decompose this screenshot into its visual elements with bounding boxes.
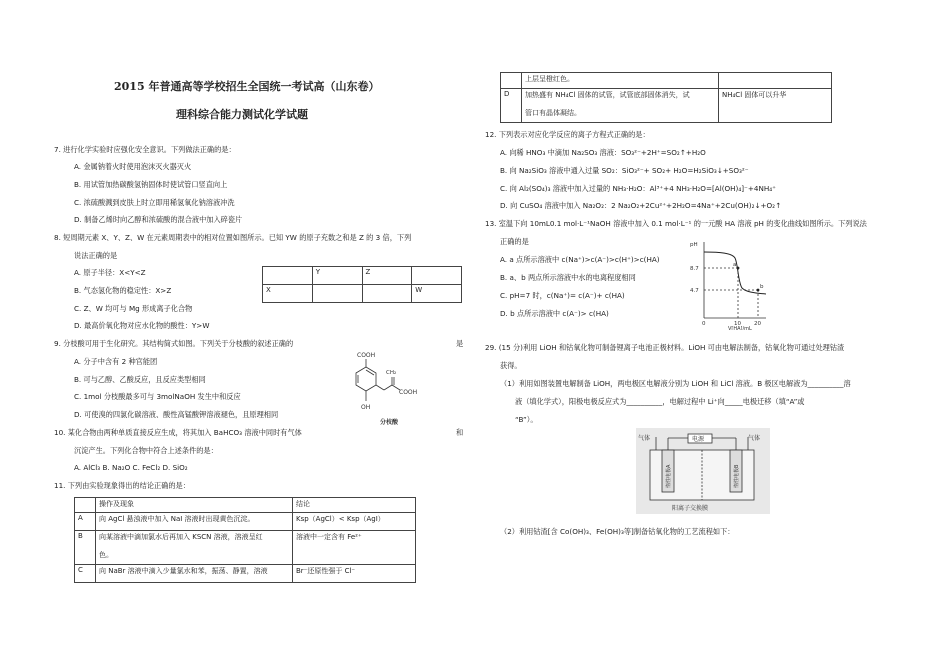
q11-stem: 11. 下列由实验现象得出的结论正确的是： (54, 481, 190, 490)
struct-oh: OH (361, 404, 371, 411)
fig-electrode-a-label: 惰性电极A (666, 464, 672, 488)
q11-row-operation-line2: 管口有晶体凝结。 (525, 109, 581, 117)
q11-row-operation: 上层呈橙红色。 (522, 73, 719, 89)
q9-option-d: D. 可使溴的四氯化碳溶液、酸性高锰酸钾溶液褪色，且原理相同 (74, 410, 279, 419)
cell-z: Z (362, 267, 412, 285)
struct-cooh-side: COOH (399, 389, 418, 396)
q7-option-a: A. 金属钠着火时使用泡沫灭火器灭火 (74, 162, 192, 171)
electrolysis-apparatus-figure (636, 428, 770, 514)
q11-table-continued (500, 72, 832, 123)
q12-option-a: A. 向稀 HNO₃ 中滴加 Na₂SO₃ 溶液：SO₃²⁻+2H⁺=SO₂↑+H₂O (500, 148, 706, 157)
q8-stem: 8. 短周期元素 X、Y、Z、W 在元素周期表中的相对位置如图所示。已知 YW 的原子充数之和是 Z 的 3 倍，下列 (54, 233, 412, 242)
q11-row-key: C (75, 565, 96, 583)
fig-caption: 阳离子交换膜 (672, 505, 709, 512)
q10-stem-2: 沉淀产生。下列化合物中符合上述条件的是： (74, 446, 218, 455)
q11-header-operation: 操作及现象 (96, 498, 293, 513)
q29-part2: （2）利用钴渣[含 Co(OH)₃、Fe(OH)₃等]制备钴氧化物的工艺流程如下： (500, 527, 735, 536)
q7-option-b: B. 用试管加热碳酸氢钠固体时使试管口竖直向上 (74, 180, 228, 189)
cell-x: X (263, 285, 313, 303)
exam-title: 2015 年普通高等学校招生全国统一考试高（山东卷） (114, 80, 380, 93)
q11-row-operation (96, 531, 293, 565)
q7-option-d: D. 制备乙烯时向乙醇和浓硫酸的混合液中加入碎瓷片 (74, 215, 243, 224)
exam-subtitle: 理科综合能力测试化学试题 (176, 108, 308, 121)
fig-power-label: 电源 (692, 436, 705, 443)
struct-ch2: CH₂ (386, 370, 397, 376)
q29-part1-line3: “B”）。 (515, 415, 538, 424)
q10-stem: 10. 某化合物由两种单质直接反应生成，将其加入 BaHCO₃ 溶液中同时有气体 (54, 428, 302, 437)
q9-stem: 9. 分枝酸可用于生化研究。其结构简式如图。下列关于分枝酸的叙述正确的 (54, 339, 294, 348)
q11-row-key: D (501, 89, 522, 123)
chart-tick-10: 10 (734, 321, 741, 327)
cell-y: Y (312, 267, 362, 285)
chart-tick-8-7: 8.7 (690, 266, 699, 272)
q8-option-c: C. Z、W 均可与 Mg 形成离子化合物 (74, 304, 193, 313)
q13-stem-2: 正确的是 (500, 237, 529, 246)
chorismic-acid-structure (346, 348, 426, 428)
q8-option-a: A. 原子半径：X<Y<Z (74, 268, 146, 277)
q11-header-conclusion: 结论 (293, 498, 416, 513)
q11-row-conclusion: NH₄Cl 固体可以升华 (719, 89, 832, 123)
struct-label: 分枝酸 (380, 419, 399, 426)
q9-option-a: A. 分子中含有 2 种官能团 (74, 357, 158, 366)
q12-stem: 12. 下列表示对应化学反应的离子方程式正确的是： (485, 130, 650, 139)
q12-option-c: C. 向 Al₂(SO₄)₃ 溶液中加入过量的 NH₃·H₂O：Al³⁺+4 NH₃·H₂O=[Al(OH)₄]⁻+4NH₄⁺ (500, 184, 776, 193)
q13-option-a: A. a 点所示溶液中 c(Na⁺)>c(A⁻)>c(H⁺)>c(HA) (500, 255, 660, 264)
ph-curve-chart (686, 238, 772, 330)
fig-gas-left: 气体 (638, 435, 651, 442)
chart-tick-4-7: 4.7 (690, 288, 699, 294)
q7-option-c: C. 浓硫酸溅到皮肤上时立即用稀氢氧化钠溶液冲洗 (74, 198, 235, 207)
q11-row-conclusion: 溶液中一定含有 Fe²⁺ (293, 531, 416, 565)
q11-row-key (501, 73, 522, 89)
q11-row-operation: 向 AgCl 悬浊液中加入 NaI 溶液时出现黄色沉淀。 (96, 513, 293, 531)
q9-option-c: C. 1mol 分枝酸最多可与 3molNaOH 发生中和反应 (74, 392, 241, 401)
chart-tick-0: 0 (702, 321, 706, 327)
chart-ylabel: pH (690, 242, 698, 248)
q29-part1: （1）利用如图装置电解制备 LiOH，两电极区电解液分别为 LiOH 和 LiCl 溶液。B 极区电解液为__________溶 (500, 379, 851, 388)
q11-row-operation: 向 NaBr 溶液中滴入少量氯水和苯，振荡、静置，溶液 (96, 565, 293, 583)
q10-stem-end: 和 (456, 428, 464, 437)
q29-part1-line2: 液（填化学式），阳极电极反应式为__________，电解过程中 Li⁺向_____电极迁移（填“A”或 (515, 397, 805, 406)
q11-row-key: A (75, 513, 96, 531)
ph-curve (704, 252, 766, 294)
q11-row-key: B (75, 531, 96, 565)
chart-label-a: a (733, 262, 737, 268)
chart-label-b: b (760, 284, 764, 290)
q9-stem-end: 是 (456, 339, 464, 348)
q11-row-operation-line2: 色。 (99, 551, 113, 559)
q13-option-d: D. b 点所示溶液中 c(A⁻)> c(HA) (500, 309, 609, 318)
fig-gas-right: 气体 (748, 435, 761, 442)
q13-stem: 13. 室温下向 10mL0.1 mol·L⁻¹NaOH 溶液中加入 0.1 mol·L⁻¹ 的一元酸 HA 溶液 pH 的变化曲线如图所示。下列说法 (485, 219, 867, 228)
q12-option-d: D. 向 CuSO₄ 溶液中加入 Na₂O₂：2 Na₂O₂+2Cu²⁺+2H₂O=4Na⁺+2Cu(OH)₂↓+O₂↑ (500, 201, 782, 210)
q11-row-conclusion: Br⁻还原性强于 Cl⁻ (293, 565, 416, 583)
q11-row-conclusion: Ksp（AgCl）< Ksp（AgI） (293, 513, 416, 531)
q9-option-b: B. 可与乙醇、乙酸反应，且反应类型相同 (74, 375, 206, 384)
q12-option-b: B. 向 Na₂SiO₃ 溶液中通入过量 SO₂：SiO₃²⁻+ SO₂+ H₂O=H₂SiO₃↓+SO₃²⁻ (500, 166, 749, 175)
fig-electrode-b-label: 惰性电极B (734, 464, 740, 488)
q8-option-b: B. 气态氢化物的稳定性：X>Z (74, 286, 172, 295)
q13-option-b: B. a、b 两点所示溶液中水的电离程度相同 (500, 273, 636, 282)
chart-point-b (757, 289, 760, 292)
q13-option-c: C. pH=7 时，c(Na⁺)= c(A⁻)+ c(HA) (500, 291, 625, 300)
q11-row-operation-line1: 向某溶液中滴加氯水后再加入 KSCN 溶液，溶液呈红 (99, 533, 263, 541)
q11-row-operation (522, 89, 719, 123)
periodic-table-fragment (262, 266, 462, 303)
q11-table (74, 497, 416, 583)
q7-stem: 7. 进行化学实验时应强化安全意识。下列做法正确的是： (54, 145, 236, 154)
q8-option-d: D. 最高价氧化物对应水化物的酸性：Y>W (74, 321, 210, 330)
chart-xlabel: V[HA]/mL (728, 326, 752, 330)
chart-tick-20: 20 (754, 321, 761, 327)
q29-stem: 29. (15 分)利用 LiOH 和钴氧化物可制备锂离子电池正极材料。LiOH 可由电解法制备，钴氧化物可通过处理钴渣 (485, 343, 845, 352)
cell-w: W (412, 285, 462, 303)
q11-header-key (75, 498, 96, 513)
q11-row-conclusion (719, 73, 832, 89)
struct-cooh-top: COOH (357, 352, 376, 359)
q11-row-operation-line1: 加热盛有 NH₄Cl 固体的试管，试管底部固体消失，试 (525, 91, 690, 99)
chart-point-a (737, 267, 740, 270)
q8-stem-2: 说法正确的是 (74, 251, 118, 260)
q29-stem-2: 获得。 (500, 361, 522, 370)
q10-options: A. AlCl₃ B. Na₂O C. FeCl₂ D. SiO₂ (74, 463, 188, 472)
